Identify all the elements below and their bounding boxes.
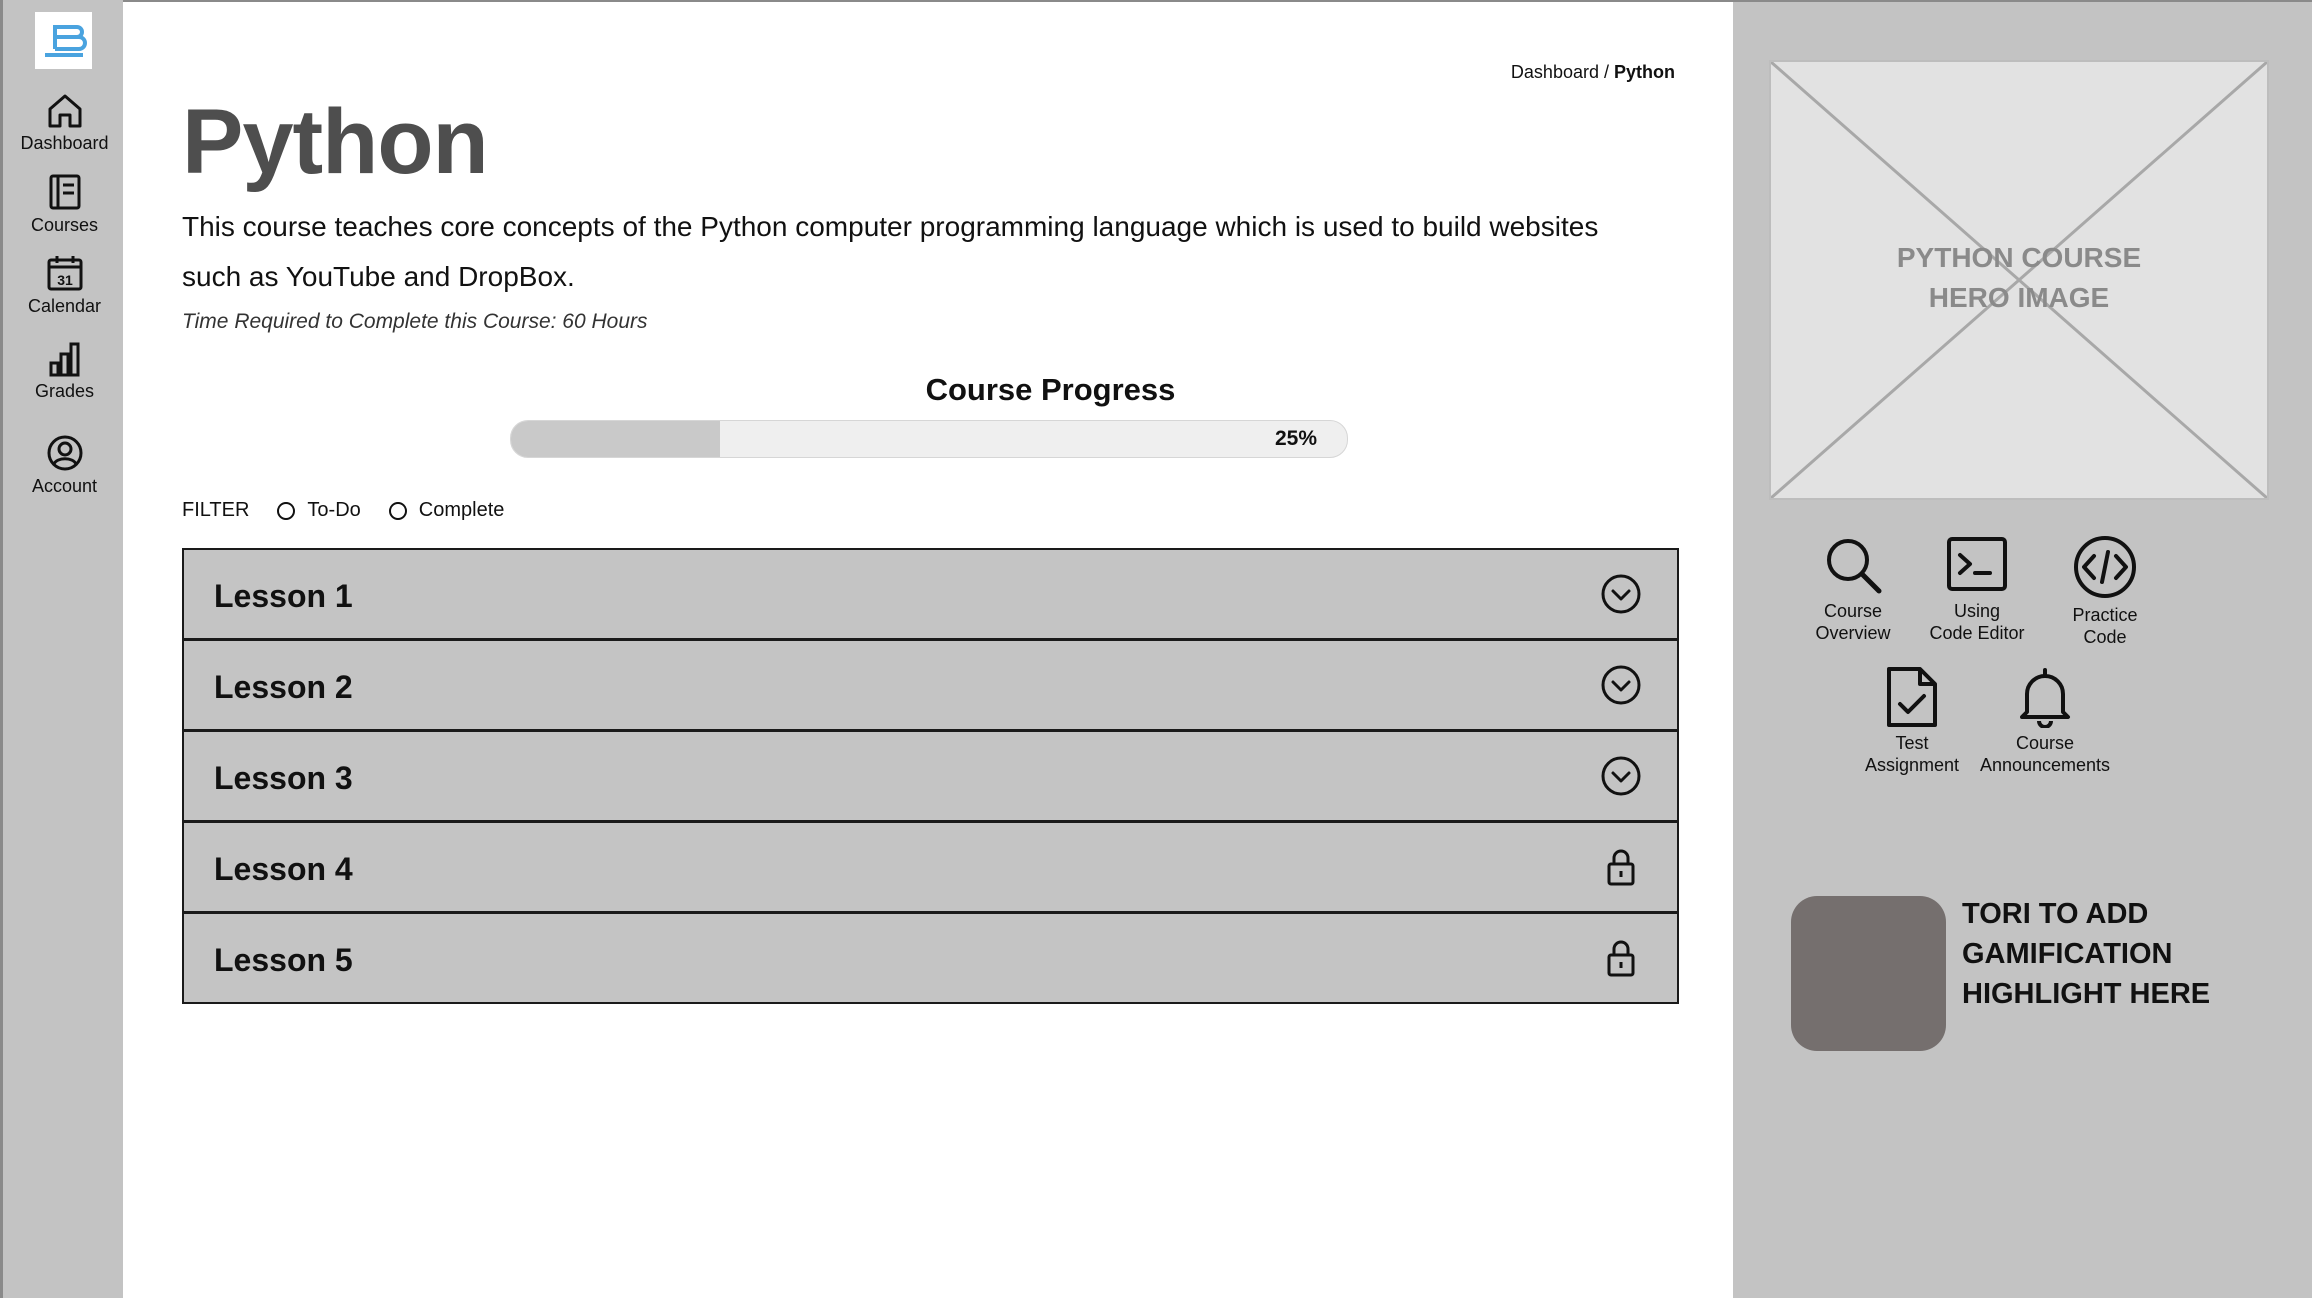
document-check-icon [1884, 666, 1940, 728]
tool-label-line: Code Editor [1929, 623, 2025, 643]
bar-chart-icon [45, 340, 85, 378]
progress-fill [511, 421, 720, 457]
calendar-day: 31 [56, 272, 73, 288]
tool-code-editor[interactable] [1907, 534, 2047, 644]
sidebar-item-grades[interactable] [3, 340, 126, 402]
tool-label [1975, 732, 2115, 776]
filter-label: FILTER [182, 499, 250, 521]
tool-label-line: Announcements [1979, 755, 2111, 775]
tool-course-overview[interactable] [1783, 534, 1923, 644]
chevron-down-circle-icon[interactable] [1599, 572, 1643, 616]
progress-title: Course Progress [925, 372, 1176, 407]
tool-label-line: Test [1895, 733, 1929, 753]
sidebar-item-label: Courses [30, 215, 99, 235]
filter-radio-todo[interactable] [277, 499, 360, 522]
gamification-image-placeholder [1791, 896, 1946, 1051]
tool-test-assignment[interactable] [1842, 666, 1982, 776]
tool-label [1842, 732, 1982, 776]
hero-text-line: PYTHON COURSE [1896, 242, 2142, 273]
hero-image-text [1771, 238, 2267, 318]
lock-icon [1599, 845, 1643, 889]
radio-circle-icon[interactable] [389, 502, 407, 520]
breadcrumb [1511, 62, 1675, 83]
logo[interactable] [35, 12, 92, 69]
sidebar-item-account[interactable] [3, 433, 126, 497]
filter-option-label: To-Do [307, 499, 361, 521]
search-icon [1822, 534, 1884, 596]
home-icon [45, 92, 85, 130]
sidebar-item-label: Calendar [27, 296, 102, 316]
breadcrumb-separator: / [1598, 62, 1614, 82]
filter-radio-complete[interactable] [389, 499, 505, 522]
tool-label [1907, 600, 2047, 644]
tool-practice-code[interactable] [2035, 534, 2175, 648]
radio-circle-icon[interactable] [277, 502, 295, 520]
chevron-down-circle-icon[interactable] [1599, 754, 1643, 798]
book-icon [45, 172, 85, 212]
bell-icon [2017, 666, 2073, 728]
sidebar [0, 0, 123, 1298]
hero-text-line: HERO IMAGE [1928, 282, 2110, 313]
tool-label-line: Using [1953, 601, 2001, 621]
lesson-row-5[interactable] [182, 913, 1679, 1004]
tool-label-line: Overview [1815, 623, 1891, 643]
filter-option-label: Complete [418, 499, 505, 521]
right-panel [1733, 0, 2312, 1298]
lesson-row-3[interactable] [182, 731, 1679, 822]
lock-icon [1599, 936, 1643, 980]
breadcrumb-parent[interactable]: Dashboard [1510, 62, 1599, 82]
tool-label [1783, 600, 1923, 644]
sidebar-item-courses[interactable] [3, 172, 126, 236]
lesson-row-4[interactable] [182, 822, 1679, 913]
tool-course-announcements[interactable] [1975, 666, 2115, 776]
filter-bar [182, 499, 532, 522]
tool-label-line: Course [2015, 733, 2075, 753]
page-title: Python [182, 91, 488, 193]
code-icon [2072, 534, 2138, 600]
tool-label-line: Practice [2072, 605, 2138, 625]
user-circle-icon [45, 433, 85, 473]
terminal-icon [1946, 534, 2008, 596]
lesson-label: Lesson 2 [214, 669, 353, 705]
main-content [123, 0, 1733, 1298]
sidebar-item-label: Dashboard [20, 133, 109, 153]
course-description: This course teaches core concepts of the Python computer programming language which is used to build websites such as YouTube and DropBox. [182, 211, 1599, 292]
lesson-label: Lesson 3 [214, 760, 353, 796]
sidebar-item-label: Account [31, 476, 98, 496]
progress-percent: 25% [1274, 427, 1317, 450]
progress-bar [510, 420, 1348, 458]
gamification-text: TORI TO ADD GAMIFICATION HIGHLIGHT HERE [1962, 898, 2211, 1010]
sidebar-item-label: Grades [34, 381, 95, 401]
tool-label-line: Course [1823, 601, 1883, 621]
lesson-label: Lesson 1 [214, 578, 353, 614]
lesson-list [182, 548, 1679, 1004]
lesson-label: Lesson 5 [214, 942, 353, 978]
sidebar-item-calendar[interactable] [3, 253, 126, 317]
lesson-row-1[interactable] [182, 548, 1679, 640]
breadcrumb-current: Python [1614, 62, 1675, 82]
chevron-down-circle-icon[interactable] [1599, 663, 1643, 707]
tool-label [2035, 604, 2175, 648]
lesson-label: Lesson 4 [214, 851, 353, 887]
lesson-row-2[interactable] [182, 640, 1679, 731]
tool-label-line: Assignment [1864, 755, 1960, 775]
tool-label-line: Code [2083, 627, 2127, 647]
hero-image-placeholder [1769, 60, 2269, 500]
sidebar-item-dashboard[interactable] [3, 92, 126, 154]
calendar-icon [45, 253, 85, 293]
logo-icon [41, 21, 87, 61]
time-required: Time Required to Complete this Course: 60 Hours [182, 310, 648, 333]
